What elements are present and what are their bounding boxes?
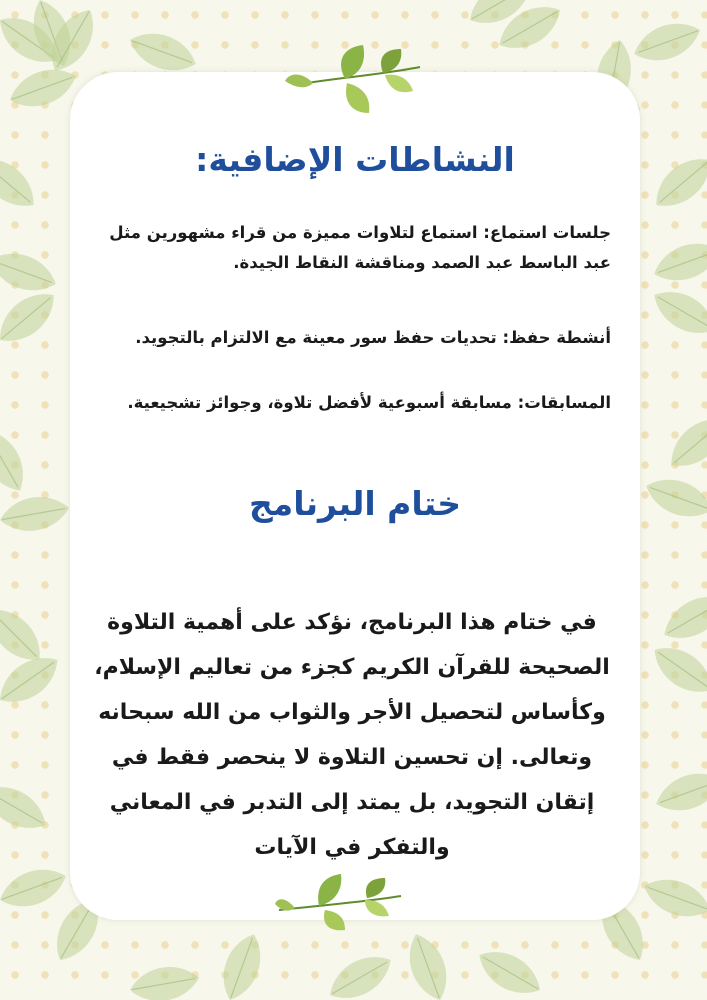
leaf-sprig-icon [285, 45, 425, 115]
closing-heading: ختام البرنامج [248, 484, 462, 523]
activity-memorization: أنشطة حفظ: تحديات حفظ سور معينة مع الالتزام بالتجويد. [135, 328, 611, 347]
activities-heading: النشاطات الإضافية: [195, 140, 515, 179]
closing-paragraph: في ختام هذا البرنامج، نؤكد على أهمية التلاوة الصحيحة للقرآن الكريم كجزء من تعاليم الإسلام، وكأساس لتحصيل الأجر والثواب من الله سبحانه وتعالى. إن تحسين التلاوة لا ينحصر فقط في إتقان التجويد، بل يمتد إلى التدبر في المعاني والتفكر في الآيات [94, 610, 610, 860]
activity-competitions: المسابقات: مسابقة أسبوعية لأفضل تلاوة، وجوائز تشجيعية. [127, 393, 611, 412]
leaf-sprig-icon [275, 872, 405, 932]
leaf-cluster-left-edge [0, 244, 72, 839]
leaf-cluster-right-edge [641, 234, 707, 819]
activity-listening-sessions: جلسات استماع: استماع لتلاوات مميزة من قراء مشهورين مثل عبد الباسط عبد الصمد ومناقشة النقاط الجيدة. [109, 223, 611, 272]
